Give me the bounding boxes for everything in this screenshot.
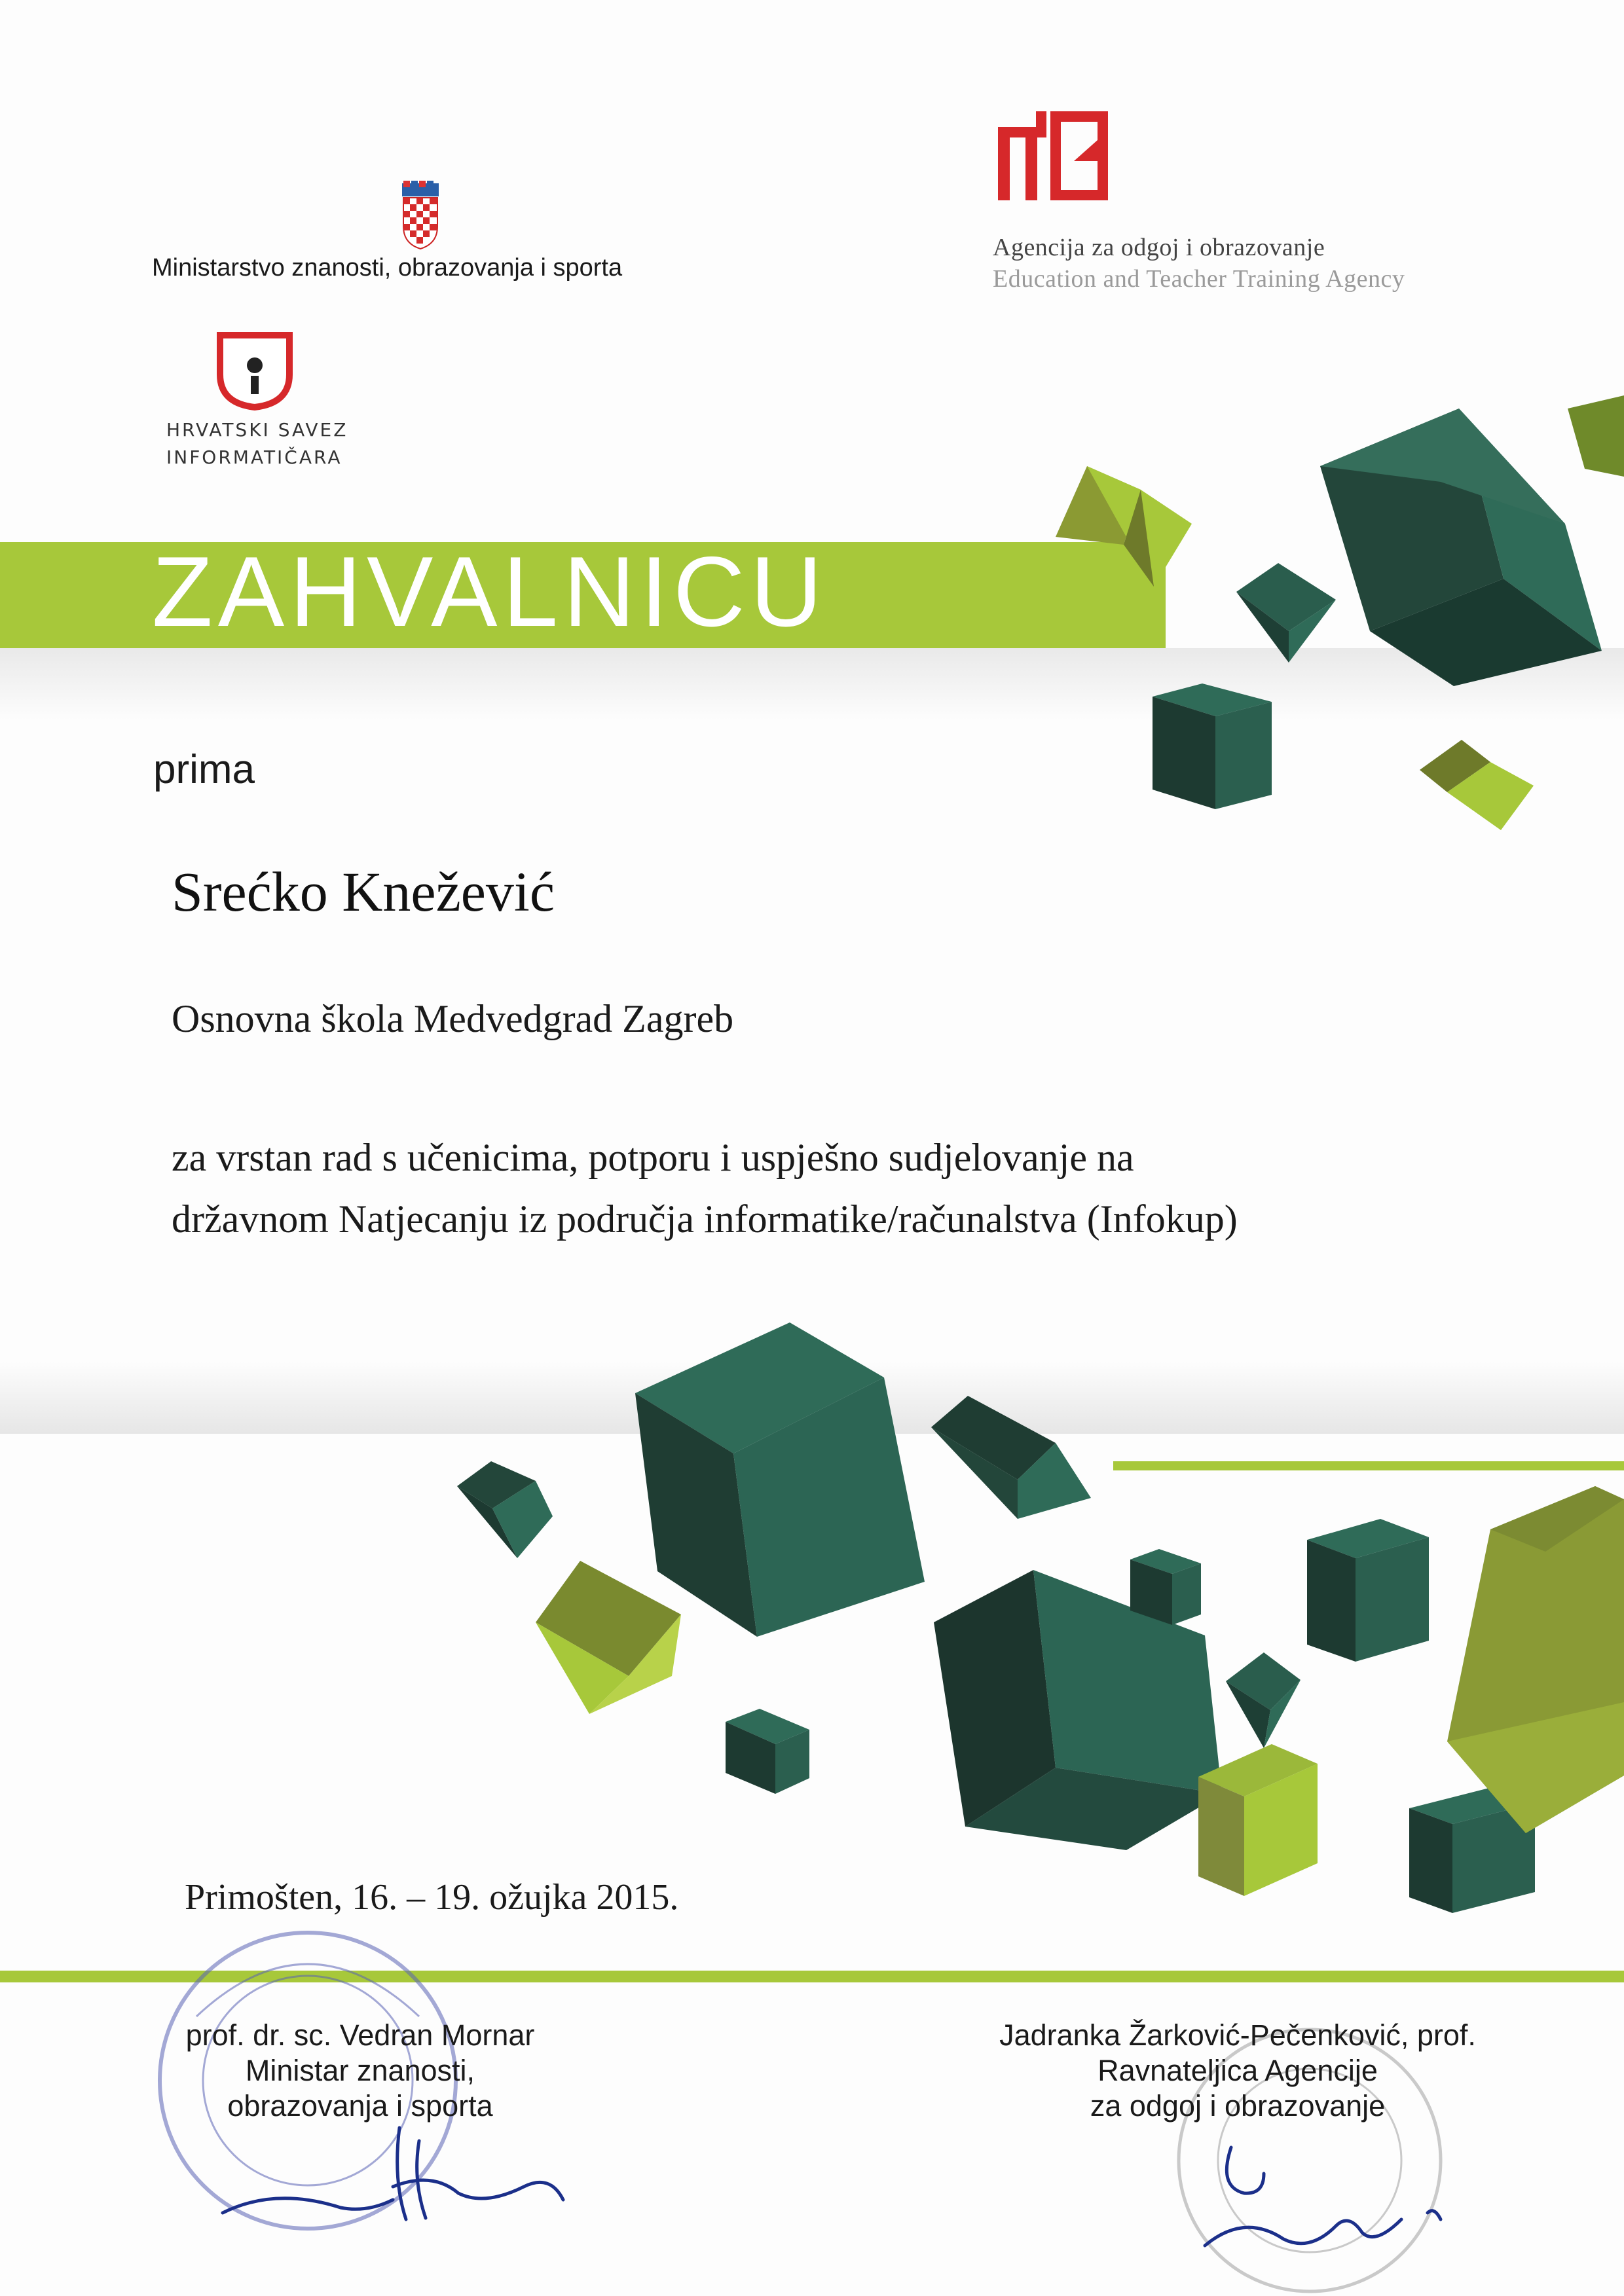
recipient-school: Osnovna škola Medvedgrad Zagreb [172, 997, 734, 1040]
agency-name-english: Education and Teacher Training Agency [993, 265, 1405, 293]
certificate-title: ZAHVALNICU [152, 536, 828, 647]
director-signature [1205, 2147, 1441, 2246]
hsi-name-line-2: INFORMATIČARA [166, 446, 342, 468]
hsi-keyhole-logo-icon [220, 335, 289, 407]
ministry-name: Ministarstvo znanosti, obrazovanja i sporta [152, 254, 623, 282]
croatian-coat-of-arms-icon [402, 181, 439, 249]
receives-label: prima [153, 747, 255, 792]
minister-role-line-1: Ministar znanosti, [245, 2054, 475, 2087]
director-role-line-1: Ravnateljica Agencije [1098, 2054, 1378, 2087]
green-rule-mid [1113, 1461, 1624, 1470]
director-role-line-2: za odgoj i obrazovanje [1090, 2089, 1386, 2123]
place-and-date: Primošten, 16. – 19. ožujka 2015. [185, 1877, 679, 1918]
minister-name: prof. dr. sc. Vedran Mornar [185, 2018, 535, 2052]
hsi-name-line-1: HRVATSKI SAVEZ [166, 419, 348, 441]
agency-logo-icon [998, 111, 1108, 200]
reason-line-2: državnom Natjecanju iz područja informatike/računalstva (Infokup) [172, 1197, 1238, 1241]
agency-name-croatian: Agencija za odgoj i obrazovanje [993, 234, 1325, 261]
recipient-name: Srećko Knežević [172, 860, 555, 923]
minister-role-line-2: obrazovanja i sporta [227, 2089, 493, 2123]
reason-line-1: za vrstan rad s učenicima, potporu i uspješno sudjelovanje na [172, 1136, 1134, 1179]
director-name: Jadranka Žarković-Pečenković, prof. [999, 2018, 1476, 2052]
